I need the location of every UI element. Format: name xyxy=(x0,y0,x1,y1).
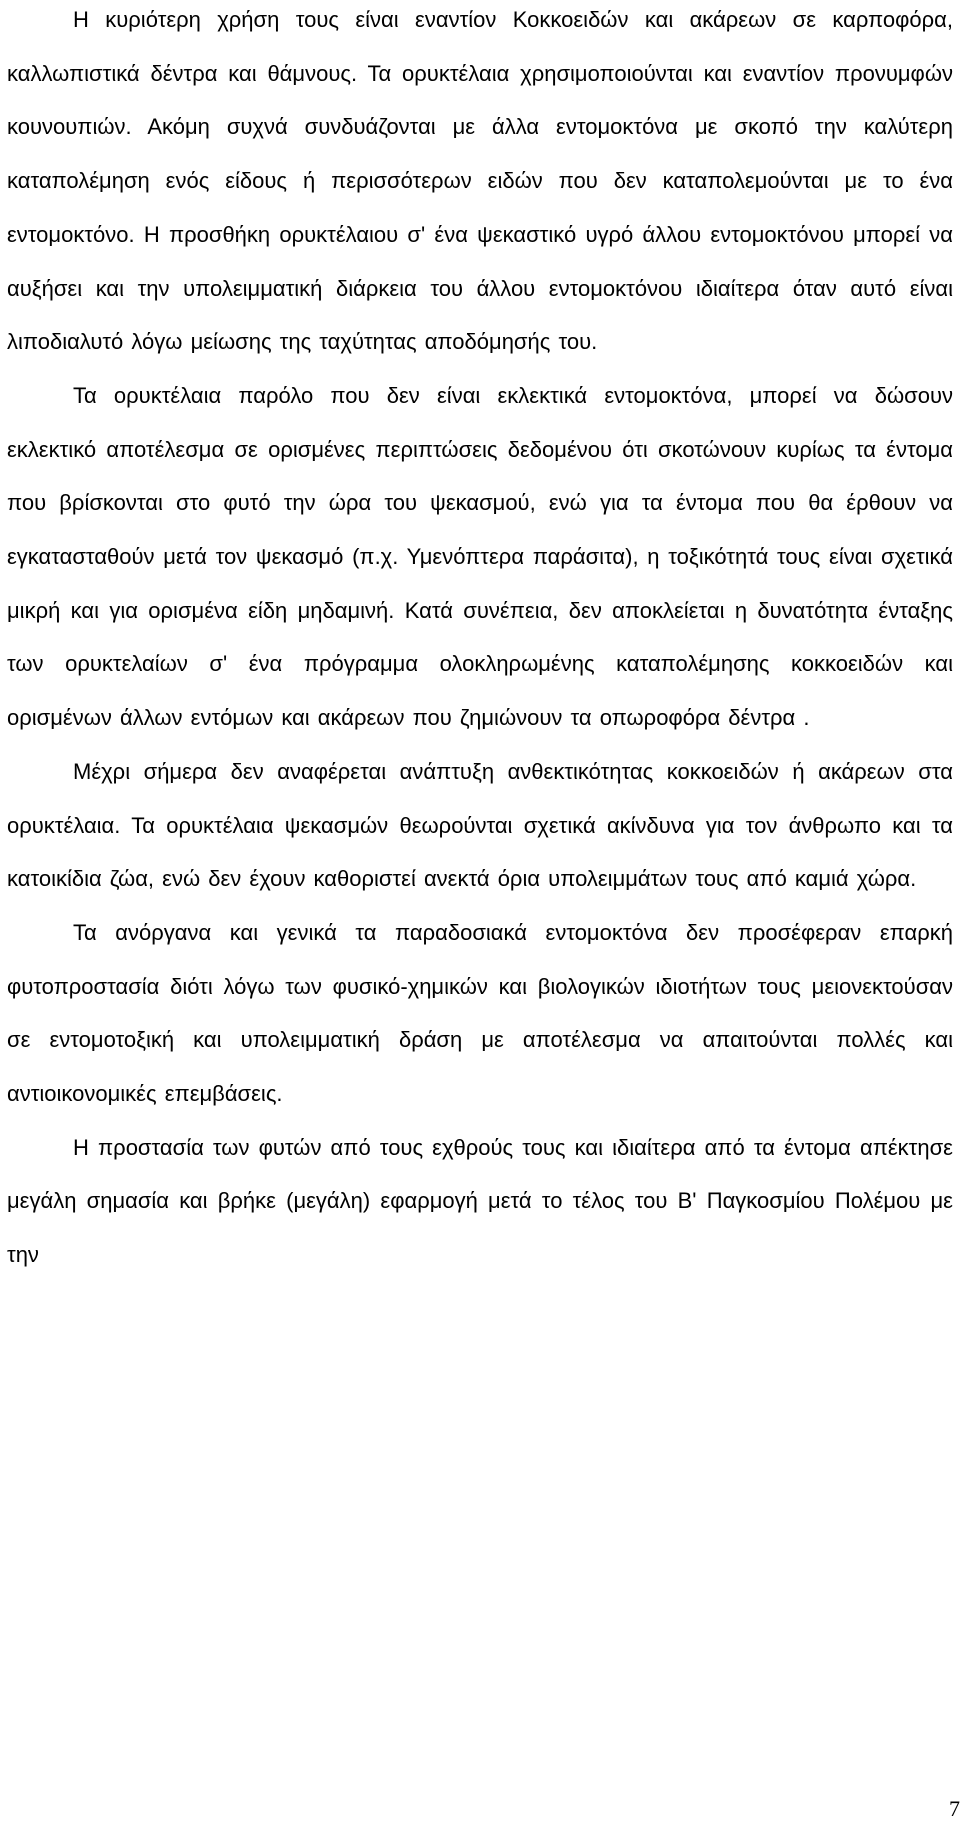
document-page xyxy=(7,0,953,1282)
paragraph-resistance: Μέχρι σήμερα δεν αναφέρεται ανάπτυξη ανθεκτικότητας κοκκοειδών ή ακάρεων στα ορυκτέλαια. Τα ορυκτέλαια ψεκασμών θεωρούνται σχετικά ακίνδυνα για τον άνθρωπο και τα κατοικίδια ζώα, ενώ δεν έχουν καθοριστεί ανεκτά όρια υπολειμμάτων τους από καμιά χώρα. xyxy=(7,758,953,892)
paragraph-inorganic-insecticides: Τα ανόργανα και γενικά τα παραδοσιακά εντομοκτόνα δεν προσέφεραν επαρκή φυτοπροστασία διότι λόγω των φυσικό-χημικών και βιολογικών ιδιοτήτων τους μειονεκτούσαν σε εντομοτοξική και υπολειμματική δράση με αποτέλεσμα να απαιτούνται πολλές και αντιοικονομικές επεμβάσεις. xyxy=(7,919,953,1107)
paragraph-plant-protection: Η προστασία των φυτών από τους εχθρούς τους και ιδιαίτερα από τα έντομα απέκτησε μεγάλη σημασία και βρήκε (μεγάλη) εφαρμογή μετά το τέλος του Β' Παγκοσμίου Πολέμου με την xyxy=(7,1134,953,1268)
page-number: 7 xyxy=(949,1796,960,1821)
paragraph-mineral-oils-uses: Η κυριότερη χρήση τους είναι εναντίον Κοκκοειδών και ακάρεων σε καρποφόρα, καλλωπιστικά δέντρα και θάμνους. Τα ορυκτέλαια χρησιμοποιούνται και εναντίον προνυμφών κουνουπιών. Ακόμη συχνά συνδυάζονται με άλλα εντομοκτόνα με σκοπό την καλύτερη καταπολέμηση ενός είδους ή περισσότερων ειδών που δεν καταπολεμούνται με το ένα εντομοκτόνο. Η προσθήκη ορυκτέλαιου σ' ένα ψεκαστικό υγρό άλλου εντομοκτόνου μπορεί να αυξήσει και την υπολειμματική διάρκεια του άλλου εντομοκτόνου ιδιαίτερα όταν αυτό είναι λιποδιαλυτό λόγω μείωσης της ταχύτητας αποδόμησής του. xyxy=(7,7,953,355)
paragraph-selectivity: Τα ορυκτέλαια παρόλο που δεν είναι εκλεκτικά εντομοκτόνα, μπορεί να δώσουν εκλεκτικό αποτέλεσμα σε ορισμένες περιπτώσεις δεδομένου ότι σκοτώνουν κυρίως τα έντομα που βρίσκονται στο φυτό την ώρα του ψεκασμού, ενώ για τα έντομα που θα έρθουν να εγκατασταθούν μετά τον ψεκασμό (π.χ. Υμενόπτερα παράσιτα), η τοξικότητά τους είναι σχετικά μικρή και για ορισμένα είδη μηδαμινή. Κατά συνέπεια, δεν αποκλείεται η δυνατότητα ένταξης των ορυκτελαίων σ' ένα πρόγραμμα ολοκληρωμένης καταπολέμησης κοκκοειδών και ορισμένων άλλων εντόμων και ακάρεων που ζημιώνουν τα οπωροφόρα δέντρα . xyxy=(7,382,953,731)
